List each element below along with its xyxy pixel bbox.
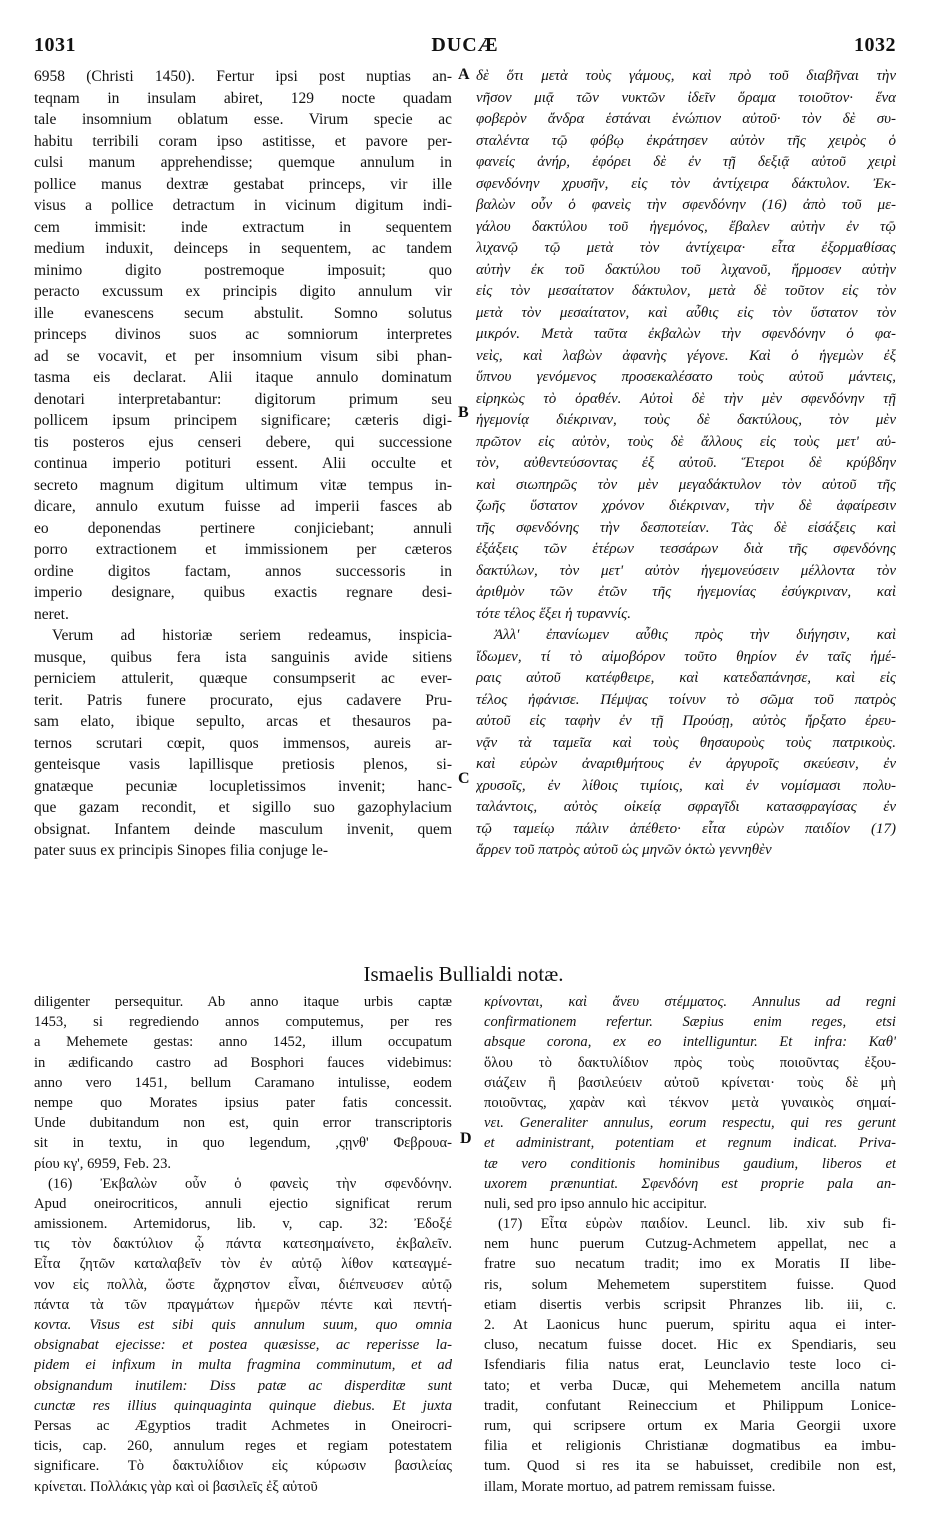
greek-text-line: τῷ ταμείῳ πάλιν ἀπέθετο· εἶτα εὑρὼν παιδίον (17) [476, 820, 896, 837]
greek-text-line: τότε τέλος ἕξει ἡ τυραννίς. [476, 605, 632, 622]
greek-text-line: τέλος ἠφάνισε. Πέμψας τοίνυν τὸ σῶμα τοῦ πατρὸς [476, 691, 896, 708]
latin-text-line: pollicem ipsum principem significare; cæteris digi- [34, 412, 452, 429]
note-line: Persas ac Ægyptios tradit Achmetes in Oneirocri- [34, 1417, 452, 1434]
greek-text-line: λιχανῷ τῷ μετὰ τὸν ἀντίχειρα· εἶτα ἐξορμαθίσας [476, 240, 896, 256]
page-header [34, 34, 896, 62]
note-line: Εἶτα ζητῶν καταλαβεῖν τὸν ἐν αὐτῷ λίθον κατεαγμέ- [34, 1256, 452, 1273]
note-line: nuli, sed pro ipso annulo hic accipitur. [484, 1195, 707, 1212]
greek-text-line: ταλάντοις, αὐτὸς οἰκείᾳ σφραγῖδι κατασφραγίσας ἐν [476, 799, 896, 815]
latin-text-line: neret. [34, 605, 69, 623]
note-line: obsignandum inutilem: Diss patæ ac disperditæ sunt [34, 1377, 452, 1394]
latin-text-line: eo deponendas pertinere conjiciebant; annuli [34, 519, 452, 537]
note-line: diligenter persequitur. Ab anno itaque urbis captæ [34, 994, 452, 1010]
latin-text-line: tasma eis declarat. Alii itaque annulo dominatum [34, 369, 452, 386]
note-line: tato; et verba Ducæ, qui Mehemetem ancilla natum [484, 1377, 896, 1394]
latin-text-line: porro extractionem et immissionem per cæteros [34, 541, 452, 558]
greek-text-line: νᾷν τὰ ταμεῖα καὶ τοὺς θησαυροὺς τοὺς πατρικοὺς. [476, 734, 896, 751]
greek-text-line: εἰρηκὼς τὸ ὁραθέν. Αὐτοὶ δὲ τὴν μὲν σφενδόνην τῇ [476, 390, 896, 407]
latin-text-line: que gazam recondit, et sigillo suo gazophylacium [34, 799, 452, 816]
greek-text-line: ἴδωμεν, τί τὸ αἱμοβόρον τοῦτο θηρίον ἐν ταῖς ἡμέ- [476, 648, 896, 665]
margin-letter-b: B [458, 404, 469, 421]
latin-text-line: ad se vocavit, et per insomnium visum sibi phan- [34, 347, 452, 365]
greek-text-line: καὶ σιωπηρῶς τὸν μὲν μεγαδάκτυλον τὸν αὐτοῦ τῆς [476, 476, 896, 493]
latin-text-line: denotari interpretabantur: digitorum primum seu [34, 390, 452, 408]
latin-text-line: peracto excussum ex principis digito annulum vir [34, 283, 452, 300]
note-line: cluso, necatum fuisse docet. Hic ex Spendiaris, seu [484, 1337, 896, 1354]
latin-text-line: medium induxit, deinceps in sequentem, ac tandem [34, 240, 452, 257]
latin-text-line: terit. Patris funere procurato, ejus cadavere Pru- [34, 691, 452, 709]
latin-text-line: pollice manus dextræ gestabat princeps, vir ille [34, 175, 452, 193]
latin-text-line: dicare, annulo exutum fuisse ad imperii fasces ab [34, 498, 452, 515]
latin-text-line: imperio designare, quibus exactis regnare desi- [34, 584, 452, 601]
note-line: etiam disertis verbis scripsit Phranzes lib. iii, c. [484, 1296, 896, 1313]
note-line: ris, solum Mehemetem superstitem fuisse. Quod [484, 1276, 896, 1293]
margin-letter-a: A [458, 66, 470, 83]
greek-text-line: Ἀλλ' ἐπανίωμεν αὖθις πρὸς τὴν διήγησιν, καὶ [494, 627, 896, 643]
greek-column [476, 66, 896, 862]
greek-text-line: ἡγεμονίᾳ διέκριναν, τοὺς δὲ δακτύλους, τὸν μὲν [476, 412, 896, 428]
note-line: (17) Εἶτα εὑρὼν παιδίον. Leuncl. lib. xiv sub fi- [498, 1216, 896, 1233]
greek-text-line: νῆσον μιᾷ τῶν νυκτῶν ἰδεῖν ὅραμα τοιοῦτον· ἕνα [476, 89, 896, 106]
latin-column [34, 66, 452, 862]
latin-text-line: ille evanescens secum abstulit. Somno solutus [34, 304, 452, 322]
greek-text-line: δακτύλων, τὸν μετ' αὐτὸν ἡγεμονεύσειν μέλλοντα τὸν [476, 562, 896, 579]
latin-text-line: tis posteros ejus censeri debere, qui successione [34, 433, 452, 451]
note-line: amissionem. Artemidorus, lib. v, cap. 32: Ἐδοξέ [34, 1216, 452, 1233]
latin-text-line: princeps divinos suos ac somniorum interpretes [34, 326, 452, 343]
greek-text-line: ραις αὐτοῦ κατέφθειρε, καὶ κατεδαπάνησε, καὶ εἰς [476, 670, 896, 686]
margin-letter-d: D [460, 1130, 472, 1147]
notes-left-column [34, 992, 452, 1497]
note-line: in ædificando castro ad Bosphori fauces videbimus: [34, 1054, 452, 1071]
note-line: (16) Ἐκβαλὼν οὖν ὁ φανεὶς τὴν σφενδόνην. [48, 1175, 452, 1192]
greek-text-line: φανείς ἀνήρ, ἐφόρει δὲ ἐν τῇ δεξιᾷ αὐτοῦ χειρὶ [476, 154, 896, 170]
note-line: 1453, si regrediendo annos computemus, per res [34, 1014, 452, 1031]
latin-text-line: perniciem attulerit, quæque consumpserit ac ever- [34, 670, 452, 687]
note-line: νον εἰς πολλὰ, ὥστε ἄχρηστον εἶναι, διέπνευσεν αὐτῷ [34, 1276, 452, 1293]
note-line: rum, qui scripsere ortum ex Maria Georgii uxore [484, 1417, 896, 1434]
greek-text-line: χρυσοῖς, ἐν λίθοις τιμίοις, καὶ ἐν νομίσμασι πολυ- [476, 777, 896, 794]
note-line: Unde dubitandum non est, quin error transcriptoris [34, 1115, 452, 1132]
note-line: νει. Generaliter annulus, eorum respectu, qui res gerunt [484, 1115, 896, 1132]
note-line: ρίου κγ', 6959, Feb. 23. [34, 1155, 172, 1172]
note-line: Apud oneirocriticos, annuli ejectio significat rerum [34, 1195, 452, 1212]
greek-text-line: δὲ ὅτι μετὰ τοὺς γάμους, καὶ πρὸ τοῦ διαβῆναι τὴν [476, 68, 896, 84]
greek-text-line: αὐτοῦ εἰς ταφὴν ἐν τῇ Προύσῃ, αὐτὸς ἤρξατο ἐρευ- [476, 713, 896, 729]
note-line: ὅλου τὸ δακτυλίδιον πρὸς τοὺς ποιοῦντας ἐξου- [484, 1054, 896, 1071]
note-line: pidem ei infixum in multa fragmina comminutum, et ad [34, 1357, 452, 1374]
note-line: confirmationem refertur. Sæpius enim reges, etsi [484, 1014, 896, 1031]
note-line: anno vero 1451, bellum Caramano intulisse, eodem [34, 1074, 452, 1091]
latin-text-line: continua imperio potituri essent. Alii occulte et [34, 455, 452, 472]
note-line: filia et religionis Christianæ dogmatibus ea imbu- [484, 1438, 896, 1455]
greek-text-line: τὸν, αὐθεντεύσοντας ἐξ αὐτοῦ. Ἕτεροι δὲ κρύβδην [476, 455, 896, 471]
greek-text-line: ἀριθμὸν τῶν ἐτῶν τῆς ἡγεμονίας ἐσύγκριναν, καὶ [476, 584, 896, 600]
note-line: nempe quo Morates ipsius pater fatis concessit. [34, 1094, 452, 1111]
latin-text-line: habitu terribili coram ipso astitisse, et pavore per- [34, 132, 452, 150]
note-line: a Mehemete gestas: anno 1452, illum occupatum [34, 1034, 452, 1051]
greek-text-line: φοβερὸν ἄνδρα ἑστάναι ἐνώπιον αὐτοῦ· τὸν δὲ συ- [476, 111, 896, 127]
note-line: ticis, cap. 260, annulum reges et regiam potestatem [34, 1438, 452, 1455]
greek-text-line: εἰς τὸν μεσαίτατον δάκτυλον, μετὰ δὲ τοῦτον εἰς τὸν [476, 283, 896, 299]
greek-text-line: ὕπνου γενόμενος προσεκαλέσατο τοὺς αὐτοῦ μάντεις, [476, 369, 896, 385]
note-line: uxorem prænuntiat. Σφενδόνη est proprie pala an- [484, 1175, 896, 1192]
greek-text-line: ἐξάξεις τῶν ἑτέρων τεσσάρων διὰ τῆς σφενδόνης [476, 541, 896, 557]
greek-text-line: ζωῆς ὕστατον χρόνον διέκριναν, τὴν δὲ ἀφαίρεσιν [476, 498, 896, 514]
page-number-left: 1031 [34, 34, 76, 56]
greek-text-line: ἄρρεν τοῦ πατρὸς αὐτοῦ ὡς μηνῶν ὀκτὼ γεννηθὲν [476, 842, 772, 858]
note-line: κοντα. Visus est sibi quis annulum suum, quo omnia [34, 1317, 452, 1333]
note-line: κρίνεται. Πολλάκις γὰρ καὶ οἱ βασιλεῖς ἐξ αὐτοῦ [34, 1478, 318, 1495]
latin-text-line: minimo digito postremoque imposuit; quo [34, 261, 452, 279]
notes-heading: Ismaelis Bullialdi notæ. [363, 962, 564, 986]
note-line: absque corona, ex eo intelliguntur. Et infra: Καθ' [484, 1034, 896, 1051]
greek-text-line: βαλὼν οὖν ὁ φανεὶς τὴν σφενδόνην (16) ἀπὸ τοῦ με- [476, 197, 896, 213]
greek-text-line: καὶ εὑρὼν ἀναριθμήτους ἐν ἀργυροῖς σκεύεσιν, ἐν [476, 756, 896, 772]
greek-text-line: πρῶτον εἰς αὐτὸν, τοὺς δὲ ἄλλους εἰς τοὺς μετ' αὐ- [476, 433, 896, 450]
note-line: sit in textu, in quo legendum, ,ςῃνθ' Φεβρουα- [34, 1135, 452, 1152]
note-line: fratre suo necatum tradit; imo ex Moratis II libe- [484, 1256, 896, 1273]
note-line: Isfendiaris filia natus erat, Leunclavio teste loco ci- [484, 1357, 896, 1374]
note-line: πάντα τὰ τῶν πραγμάτων ἡμερῶν πέντε καὶ πεντή- [34, 1296, 452, 1313]
note-line: κρίνονται, καὶ ἄνευ στέμματος. Annulus ad regni [484, 994, 896, 1010]
greek-text-line: γάλου δακτύλου τοῦ ἡγεμόνος, ἔβαλεν αὐτὴν ἐν τῷ [476, 218, 896, 235]
note-line: σιάζειν ἢ βασιλεύειν αὐτοῦ κρίνεται· τοὺς δὲ μὴ [484, 1074, 896, 1091]
greek-text-line: μετὰ τὸν μεσαίτατον, καὶ αὖθις εἰς τὸν ὕστατον τὸν [476, 304, 896, 321]
greek-text-line: σταλέντα τῷ φόβῳ ἐκράτησεν αὐτὸν τῆς χειρὸς ὁ [476, 132, 896, 149]
greek-text-line: τῆς σφενδόνης τὴν δεσποτείαν. Τὰς δὲ εἰσάξεις καὶ [476, 519, 896, 536]
note-line: ποιοῦντας, χαρὰν καὶ τέκνον μετὰ γυναικὸς σημαί- [484, 1094, 896, 1111]
latin-text-line: musque, quibus fera ista sanguinis avide sitiens [34, 648, 452, 666]
latin-text-line: obsignat. Infantem deinde masculum invenit, quem [34, 820, 452, 838]
latin-text-line: secreto magnum digitum ultimum vitæ tempus in- [34, 476, 452, 494]
note-line: cunctæ res illius quinquaginta quinque diebus. Et juxta [34, 1397, 452, 1414]
greek-text-line: σφενδόνην χρυσῆν, εἰς τὸν ἀντίχειρα δάκτυλον. Ἐκ- [476, 175, 896, 192]
notes-right-column [484, 992, 896, 1497]
note-line: nem hunc puerum Cutzug-Achmetem appellat, nec a [484, 1236, 896, 1253]
note-line: tradit, confutant Reineccium et Philippum Lonice- [484, 1397, 896, 1414]
note-line: 2. At Laonicus hunc puerum, spiritu aqua ei inter- [484, 1317, 896, 1333]
latin-text-line: cem immisit: inde extractum in sequentem [34, 218, 452, 236]
latin-text-line: ternos scrutari cœpit, quos immensos, aureis ar- [34, 734, 452, 752]
greek-text-line: αὐτὴν ἐκ τοῦ δακτύλου τοῦ λιχανοῦ, ἥρμοσεν αὐτὴν [476, 261, 896, 278]
note-line: τις τὸν δακτύλιον ᾧ πάντα κατεσημαίνετο, ἐκβαλεῖν. [34, 1236, 452, 1253]
greek-text-line: νεὶς, καὶ λαβὼν ἀφανὴς γέγονε. Καὶ ὁ ἡγεμὼν ἐξ [476, 347, 896, 364]
latin-text-line: 6958 (Christi 1450). Fertur ipsi post nuptias an- [34, 68, 452, 85]
note-line: obsignabat ejecisse: et postea quæsisse, ac reperisse la- [34, 1337, 452, 1354]
latin-text-line: genteisque vasis lapillisque pretiosis plenos, si- [34, 756, 452, 773]
note-line: tum. Quod si res ita se habuisset, credibile non est, [484, 1458, 896, 1475]
greek-text-line: μικρόν. Μετὰ ταῦτα ἐκβαλὼν τὴν σφενδόνην ὁ φα- [476, 326, 896, 342]
latin-text-line: pater suus ex principis Sinopes filia conjuge le- [34, 842, 329, 859]
latin-text-line: culsi manum apprehendisse; quemque annulum in [34, 154, 452, 171]
note-line: significare. Τὸ δακτυλίδιον εἰς κύρωσιν βασιλείας [34, 1458, 452, 1475]
latin-text-line: Verum ad historiæ seriem redeamus, inspicia- [52, 627, 452, 644]
latin-text-line: gnatæque pecuniæ locupletissimos invenit; hanc- [34, 777, 452, 795]
latin-text-line: ordine digitos factam, annos successoris in [34, 562, 452, 580]
latin-text-line: sam elato, ibique sepulto, arcas et thesauros pa- [34, 713, 452, 730]
note-line: tæ vero conditionis hominibus gaudium, liberos et [484, 1155, 896, 1172]
latin-text-line: teqnam in insulam abiret, 129 nocte quadam [34, 89, 452, 107]
latin-text-line: tale insomnium oblatum esse. Virum specie ac [34, 111, 452, 128]
latin-text-line: visus a pollice detractum in vicinum digitum indi- [34, 197, 452, 214]
page-number-right: 1032 [854, 34, 896, 56]
margin-letter-c: C [458, 770, 470, 787]
running-title: DUCÆ [431, 34, 499, 56]
note-line: et administrant, potentiam et regnum indicat. Priva- [484, 1135, 896, 1152]
note-line: illam, Morate mortuo, ad patrem remissam fuisse. [484, 1478, 776, 1495]
